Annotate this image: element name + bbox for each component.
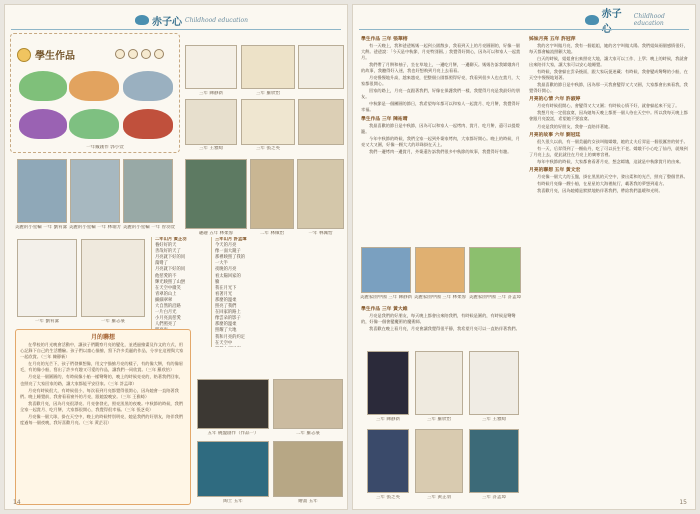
drawing-photo [415, 429, 463, 493]
drawing-photo [185, 45, 237, 89]
pencil-icon [17, 48, 31, 62]
page-number: 15 [679, 499, 687, 506]
art-caption: 三年 陳靜新 [376, 417, 400, 422]
drawing-photo [17, 239, 77, 317]
masthead-brand: 赤子心 [152, 16, 182, 28]
art-caption: 三年 許孟璋 [482, 495, 506, 500]
drawing-photo [297, 159, 344, 229]
art-caption: 三年 羅欣怡 [427, 417, 451, 422]
logo-icon [135, 15, 149, 25]
drawing-photo [298, 99, 344, 145]
photo-caption: 美麗家園中國 三年 許孟璋 [468, 295, 522, 300]
page-number: 14 [13, 499, 21, 506]
drawing-photo [469, 351, 519, 415]
photo-caption: 美麗的小星輪 一年 劉宥潔 [14, 225, 68, 230]
craft-photo [273, 441, 343, 497]
article-column: 學生作品 三年 黃大維 月亮是我們的好朋友，每天晚上都會出來陪我們，有時候是圓的，有時候是彎彎的，好像一個會變魔術的魔術師。 我喜歡在晚上看月亮，月亮會讓我覺得很平靜，我希望月亮可以一直陪伴著我們。 [361, 307, 520, 332]
craft-caption: 二年 羅志豪 [296, 431, 320, 436]
art-caption: 三年 羅欣怡 [256, 91, 280, 96]
art-caption: 三年 黃芷羽 [427, 495, 451, 500]
kids-decoration [115, 49, 164, 59]
art-caption: 一年 林佩怡 [308, 231, 333, 236]
left-masthead [135, 11, 248, 29]
drawing-photo [367, 429, 409, 493]
craft-caption: 繪畫 五年 [298, 499, 318, 504]
masthead-edu: Childhood education [633, 13, 665, 27]
child-face-icon [154, 49, 164, 59]
drawing-photo [81, 239, 145, 317]
art-caption: 一年 羅志豪 [101, 319, 125, 324]
drawing-photo [415, 247, 465, 293]
child-face-icon [115, 49, 125, 59]
drawing-photo [469, 247, 521, 293]
monthly-title: 月的聯想 [90, 334, 115, 341]
student-photo [17, 159, 67, 223]
photo-caption: 美麗的小星輪 一年 林瑜芳 [68, 225, 122, 230]
art-caption: 三年 王雅綺 [482, 417, 506, 422]
poem-1: 二年山月 黃芷羽 養好好的天 善哉好的天了 月亮就下好的同 蕩彎了 月亮就下好的同 他慈愛的不 輝光映照了山巒 在天空中微笑 青翠的山上 細細翠翠 大自然的沿路 一片白月光 小月亮真慈愛 人們照亮了 [151, 237, 207, 337]
child-face-icon [128, 49, 138, 59]
drawing-photo [469, 429, 519, 493]
drawing-photo [361, 247, 411, 293]
article-column: 學生作品 三年 張華榕 有一天晚上，我和爸爸媽媽一起到公園散步，我看到天上的月亮圓圓的，好像一個大餅。爸爸說：「今天是中秋節，月亮特別圓。」我覺得好開心，因為可以和家人一起賞月。 我們帶了月餅和柚子，坐在草地上，一邊吃月餅，一邊聊天。媽媽告訴我嫦娥奔月的故事，我聽得好入迷，我也好想飛到月亮上去看看。 月亮慢慢地升高，越來越亮，把整個公園都照得好亮，我看到很多人也在賞月，大家都很開心。 回家的路上，月亮一直跟著我們，好像在保護我們一樣，我覺得月亮是我最好的朋友。 中秋節是一個團圓的節日，我希望每年都可以和家人一起賞月、吃月餅，我覺得好幸福。 學生作品 三年 陳祐晴 我最喜歡的節日是中秋節，因為可以和家人一起烤肉、賞月、吃月餅，還可以提燈籠。 今年中秋節的時候，我們全家一起到外婆家烤肉，大家都好開心。晚上的時候，月亮又大又圓，好像一顆大大的珍珠掛在天上。 我們一邊烤肉一邊賞月，外婆還告訴我們很多中秋節的故事，我覺得好有趣。 [361, 37, 521, 154]
art-caption: 三年 王雅綺 [199, 146, 223, 151]
monthly-box: 月的聯想 在學校的月光晚會活動中，讓孩子們觀察月亮的變化，並透過繪畫及作文的方式，用心記錄下自己的生活體驗。孩子們以童心描繪，寫下許多美麗的作品，分享在這裡與大家一起欣賞。（三年 陳靜新） 在月亮的光芒下，孩子們發揮想像，用文字描繪月亮的樣子，有的像大餅，有的像眉毛，有的像小船，寫出了許多有趣又可愛的作品，讓我們一同欣賞。（三年 羅欣怡） 月亮是一個圓圓的，有時候像小船一樣彎彎的，晚上的時候亮亮的，陪著我們回家，也照亮了大家回家的路，讓大家都能平安回家。（三年 許孟璋） 月亮有時候很大，有時候很小，每次看到月亮都覺得很開心，因為她會一直陪著我們。晚上睡覺前，我會看看窗外的月亮，跟她說晚安。（三年 王雅綺） 我喜歡月亮，因為月亮很漂亮。月亮會發光，照亮黑黑的夜晚。中秋節的時候，我們全家一起賞月、吃月餅，大家都很開心，我覺得很幸福。（三年 張芝英） 月亮像一個大球，掛在天空中，晚上的時候特別明亮，她是我們的好朋友，陪伴我們度過每一個夜晚，我好喜歡月亮。（三年 黃芷羽） [15, 329, 191, 505]
right-page [352, 4, 696, 510]
drawing-photo [367, 351, 409, 415]
turtle-drawing [123, 71, 173, 101]
craft-photo [197, 441, 269, 497]
section-title: 學生作品 [17, 47, 75, 62]
article-column: 姊妹月亮 五年 許冠萍 我的名字叫做月亮，我有一個姐姐，她的名字叫做太陽。我們姐妹兩個感情很好，每天都會輪流照顧大地。 白天的時候，姐姐會出來照亮大地，讓大家可以工作、上學；晚上的時候，我就會出來陪伴大家，讓大家可以安心地睡覺。 有時候，我會躲在雲朵後面，跟大家玩捉迷藏；有時候，我會變成彎彎的小船，在天空中慢慢地划著。 我最喜歡的節日是中秋節，因為那一天我會變得又大又圓，大家都會出來看我，我覺得好開心。 月亮的心情 六年 許淑婷 月亮有時候很開心，會變得又大又圓；有時候心情不好，就會躲起來不見了。 我想月亮一定很寂寞，因為她每天晚上都要一個人待在天空中。所以我每天晚上都會跟月亮說話，希望她不要寂寞。 月亮是我的好朋友，我會一直陪伴著她。 月亮的故事 六年 劉冠廷 很久很久以前，有一個美麗的女孩叫做嫦娥，她的丈夫后羿是一個很厲害的射手。 有一天，后羿得到了一顆仙丹，吃了可以長生不老。嫦娥不小心吃了仙丹，就飛到了月亮上去，從此就住在月亮上的廣寒宮裡。 每年中秋節的時候，大家都會看著月亮，想念嫦娥，這就是中秋節賞月的由來。 月亮的聯想 五年 黃文宏 月亮像一個大大的玉盤，掛在黑黑的天空中，發出柔和的光芒，照亮了整個世界。 有時候月亮像一艘小船，在星星的大海裡航行，載著我的夢想到遠方。 我喜歡月亮，因為她總是默默地陪伴著我們，帶給我們溫暖和光明。 [529, 37, 688, 193]
drawing-photo [241, 45, 295, 89]
art-caption: 二年 林佩怡 [260, 231, 284, 236]
turtle-drawing [69, 71, 119, 101]
left-page [4, 4, 348, 510]
child-face-icon [141, 49, 151, 59]
masthead-edu: Childhood education [185, 16, 248, 24]
craft-caption: 陶土 五年 [223, 499, 243, 504]
photo-caption: 美麗的小星輪 一年 曾羽萱 [122, 225, 176, 230]
drawing-photo [415, 351, 463, 415]
masthead-brand: 赤子 [601, 9, 622, 20]
turtle-drawing [69, 109, 119, 139]
drawing-photo [241, 99, 295, 145]
craft-caption: 五年 碗盤創作（作品一） [207, 431, 259, 436]
turtle-drawing [123, 109, 173, 139]
masthead-rule [11, 29, 341, 30]
art-caption: 三年 張芝英 [376, 495, 400, 500]
craft-photo [197, 379, 269, 429]
photo-caption: 美麗家園中國 三年 林柔蓉 [413, 295, 467, 300]
craft-photo [273, 379, 343, 429]
turtle-drawing [19, 109, 67, 139]
photo-caption: 美麗家園中國 三年 陳靜新 [359, 295, 413, 300]
poem-2: 三年山月 許孟璋 今天的月亮 像一面大鏡子 那裡映照了我的 一大半 夜晚的月亮 看太陽回家的 臉 我在月光下 看著月光 那麼的溫柔 照亮了我們 在回家的路上 像雲朵的影子 那麼的溫柔 照耀了大地 我和月亮的約定 在天空中 [211, 237, 273, 347]
masthead-rule [359, 29, 689, 30]
right-masthead [585, 11, 695, 29]
art-caption: 三年 陳靜新 [199, 91, 223, 96]
art-caption: 一年級創作 郭小萱 [86, 145, 124, 150]
drawing-photo [250, 159, 294, 229]
logo-icon [585, 15, 599, 25]
art-caption: 三年 張芝英 [256, 146, 280, 151]
drawing-photo [185, 159, 247, 229]
art-caption: 趣趣 五年 林柔蓉 [198, 231, 234, 236]
art-caption: 一年 劉宥潔 [35, 319, 59, 324]
drawing-photo [185, 99, 237, 145]
turtle-drawing [19, 71, 67, 101]
drawing-photo [298, 45, 344, 89]
student-photo [123, 159, 173, 223]
student-photo [70, 159, 120, 223]
